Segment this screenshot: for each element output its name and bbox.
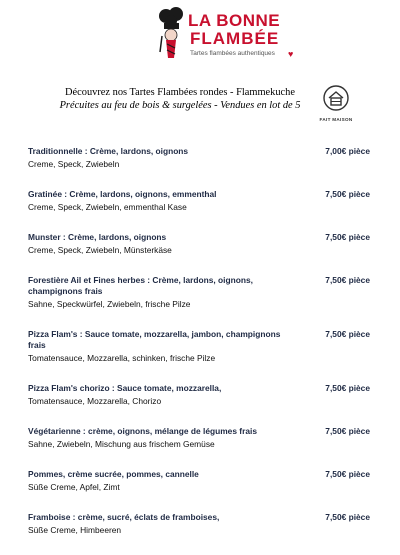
list-item bbox=[28, 512, 376, 536]
item-description: Creme, Speck, Zwiebeln, Münsterkäse bbox=[28, 245, 172, 255]
item-name: Pizza Flam's chorizo : Sauce tomate, mozzarella, bbox=[28, 383, 222, 393]
brand-logo bbox=[152, 6, 300, 64]
list-item bbox=[28, 469, 376, 493]
item-price: 7,50€ pièce bbox=[325, 189, 370, 199]
brand-name-line2: FLAMBÉE bbox=[190, 29, 280, 48]
item-description: Creme, Speck, Zwiebeln, emmenthal Kase bbox=[28, 202, 187, 212]
list-item bbox=[28, 329, 376, 364]
item-description: Creme, Speck, Zwiebeln bbox=[28, 159, 120, 169]
item-name: Pommes, crème sucrée, pommes, cannelle bbox=[28, 469, 199, 479]
item-name: Végétarienne : crème, oignons, mélange de légumes frais bbox=[28, 426, 257, 436]
item-price: 7,50€ pièce bbox=[325, 275, 370, 285]
list-item bbox=[28, 232, 376, 256]
item-price: 7,50€ pièce bbox=[325, 232, 370, 242]
intro-line1: Découvrez nos Tartes Flambées rondes - Flammekuche bbox=[65, 87, 295, 98]
item-name: Traditionnelle : Crème, lardons, oignons bbox=[28, 146, 189, 156]
item-name: Forestière Ail et Fines herbes : Crème, lardons, oignons, champignons frais bbox=[28, 275, 253, 296]
intro-line2: Précuites au feu de bois & surgelées - Vendues en lot de 5 bbox=[59, 100, 301, 111]
menu-list bbox=[28, 146, 376, 555]
item-description: Süße Creme, Himbeeren bbox=[28, 525, 122, 535]
item-name: Gratinée : Crème, lardons, oignons, emmenthal bbox=[28, 189, 217, 199]
item-price: 7,00€ pièce bbox=[325, 146, 370, 156]
item-description: Tomatensauce, Mozzarella, Chorizo bbox=[28, 396, 162, 406]
item-price: 7,50€ pièce bbox=[325, 469, 370, 479]
item-name: Framboise : crème, sucré, éclats de framboises, bbox=[28, 512, 220, 522]
item-price: 7,50€ pièce bbox=[325, 512, 370, 522]
list-item bbox=[28, 383, 376, 407]
item-price: 7,50€ pièce bbox=[325, 383, 370, 393]
item-name: Munster : Crème, lardons, oignons bbox=[28, 232, 167, 242]
item-name: Pizza Flam's : Sauce tomate, mozzarella, jambon, champignons frais bbox=[28, 329, 281, 350]
item-price: 7,50€ pièce bbox=[325, 329, 370, 339]
list-item bbox=[28, 275, 376, 310]
brand-name-line1: LA BONNE bbox=[188, 11, 281, 30]
item-description: Sahne, Speckwürfel, Zwiebeln, frische Pilze bbox=[28, 299, 191, 309]
item-description: Süße Creme, Apfel, Zimt bbox=[28, 482, 120, 492]
homemade-label: FAIT MAISON bbox=[319, 117, 353, 122]
list-item bbox=[28, 146, 376, 170]
list-item bbox=[28, 426, 376, 450]
heart-icon: ♥ bbox=[288, 49, 294, 59]
item-description: Sahne, Zwiebeln, Mischung aus frischem Gemüse bbox=[28, 439, 215, 449]
list-item bbox=[28, 189, 376, 213]
homemade-house-icon bbox=[322, 84, 350, 118]
intro-text bbox=[40, 86, 320, 112]
brand-tagline: Tartes flambées authentiques bbox=[190, 50, 275, 57]
item-price: 7,50€ pièce bbox=[325, 426, 370, 436]
chef-icon bbox=[152, 6, 192, 64]
item-description: Tomatensauce, Mozzarella, schinken, frische Pilze bbox=[28, 353, 216, 363]
